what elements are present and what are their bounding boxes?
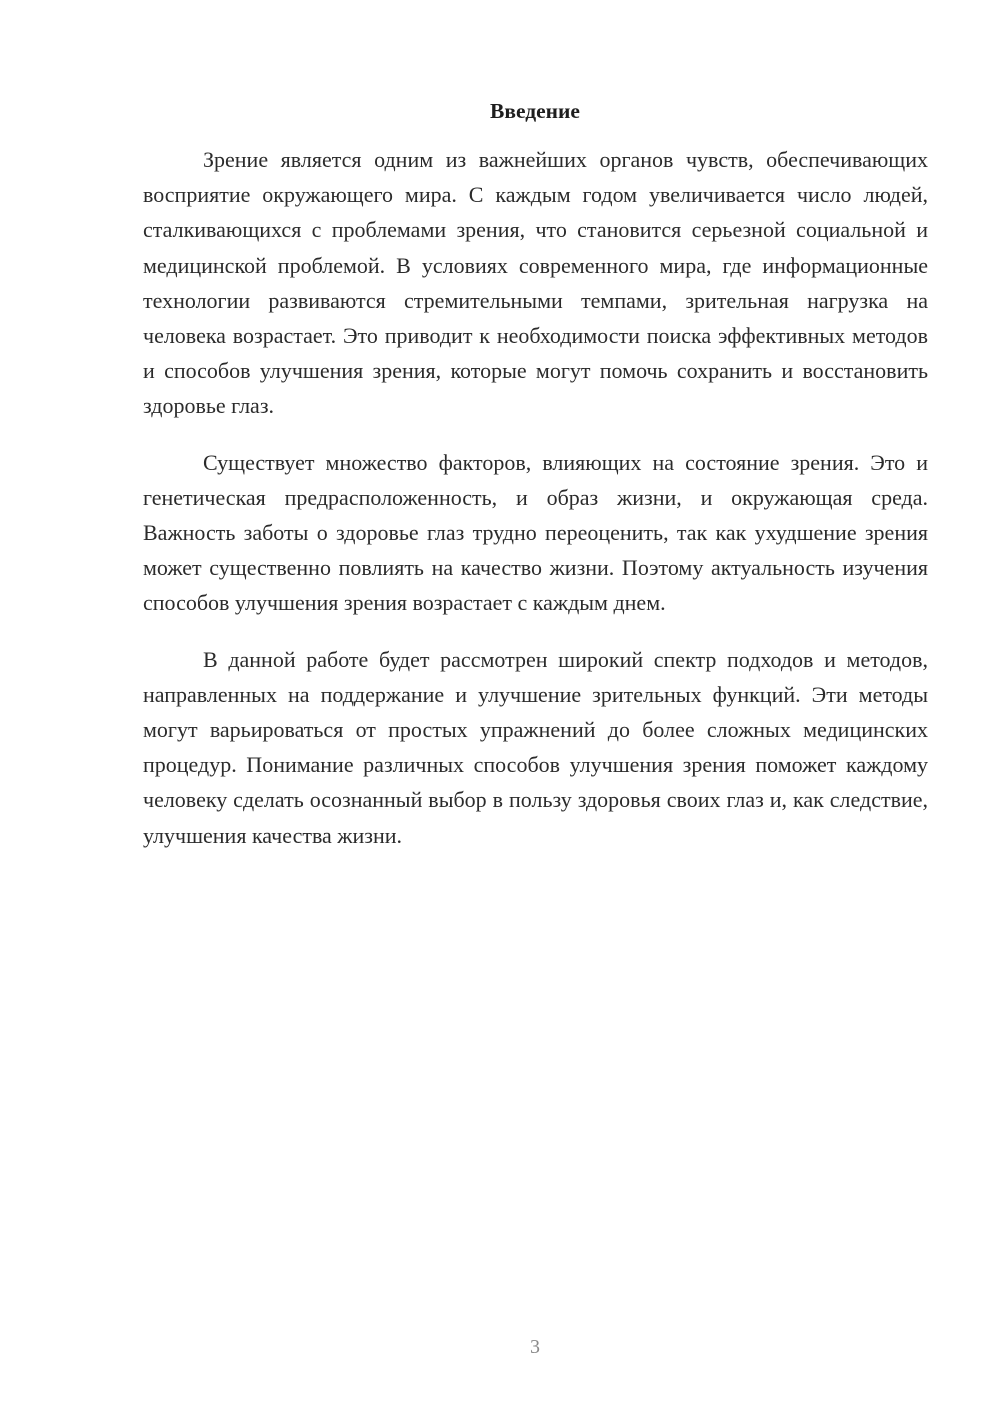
paragraph-3: В данной работе будет рассмотрен широкий спектр подходов и методов, направленных на поддержание и улучшение зрительных функций. Эти методы могут варьироваться от простых упражнений до более сложных медицинских процедур. Понимание различных способов улучшения зрения поможет каждому человеку сделать осознанный выбор в пользу здоровья своих глаз и, как следствие, улучшения качества жизни. — [143, 646, 928, 848]
paragraph-2: Существует множество факторов, влияющих на состояние зрения. Это и генетическая предрасположенность, и образ жизни, и окружающая среда. Важность заботы о здоровье глаз трудно переоценить, так как ухудшение зрения может существенно повлиять на качество жизни. Поэтому актуальность изучения способов улучшения зрения возрастает с каждым днем. — [143, 449, 928, 616]
paragraph-1: Зрение является одним из важнейших органов чувств, обеспечивающих восприятие окружающего мира. С каждым годом увеличивается число людей, сталкивающихся с проблемами зрения, что становится серьезной социальной и медицинской проблемой. В условиях современного мира, где информационные технологии развиваются стремительными темпами, зрительная нагрузка на человека возрастает. Это приводит к необходимости поиска эффективных методов и способов улучшения зрения, которые могут помочь сохранить и восстановить здоровье глаз. — [143, 147, 928, 419]
page-number: 3 — [530, 1336, 540, 1358]
body-text — [143, 142, 928, 853]
section-heading: Введение — [490, 99, 580, 123]
